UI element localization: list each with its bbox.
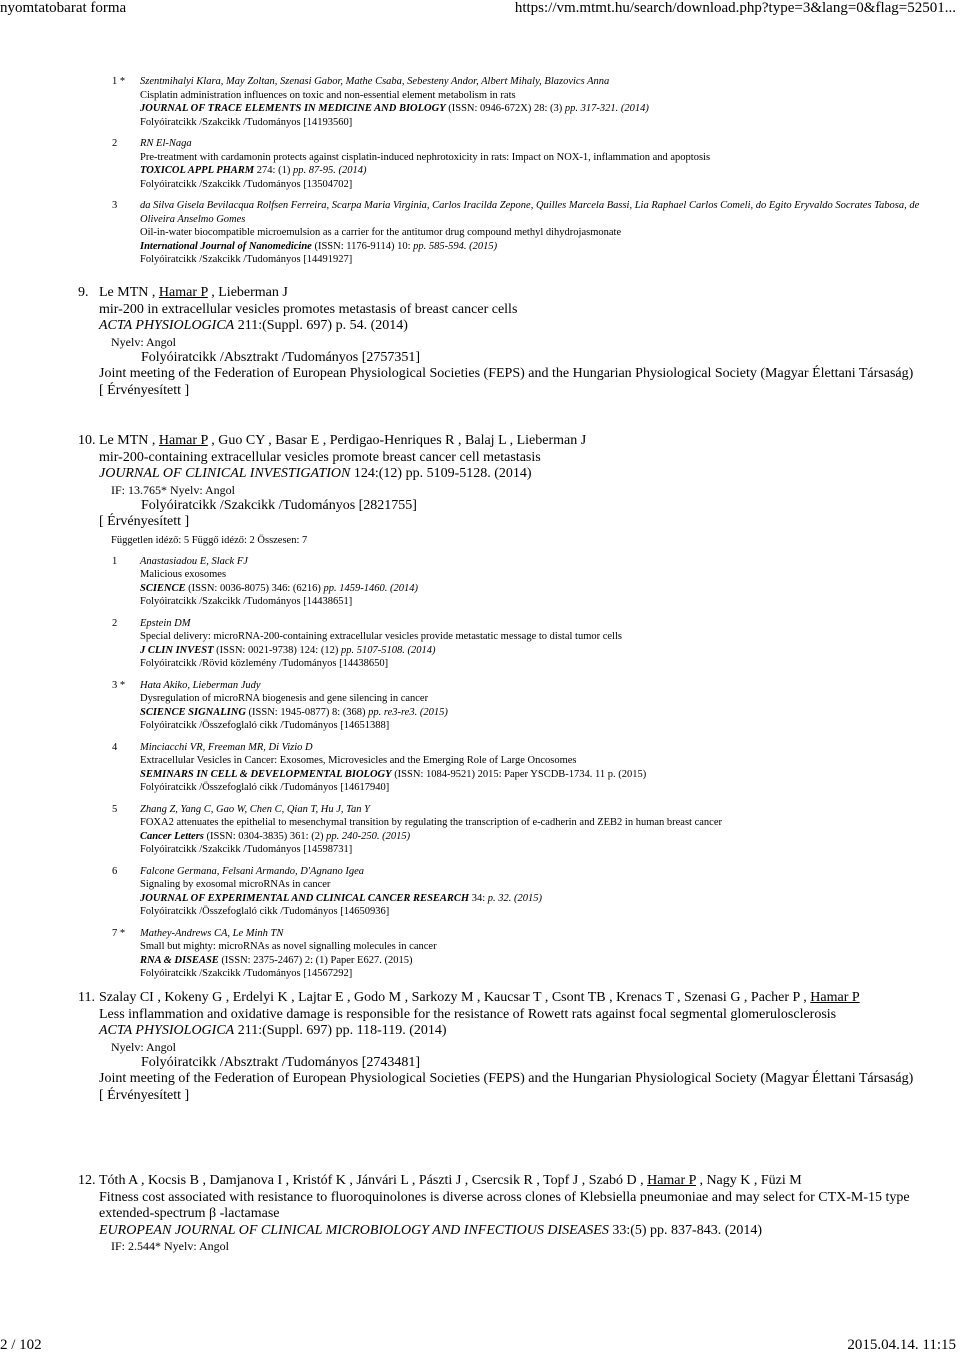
- entry-title: mir-200-containing extracellular vesicles promote breast cancer cell metastasis: [99, 449, 541, 465]
- citation-title: Extracellular Vesicles in Cancer: Exosomes, Microvesicles and the Emerging Role of Large Oncosomes: [140, 755, 577, 766]
- entry-number: 10.: [78, 433, 96, 448]
- citation-authors: Zhang Z, Yang C, Gao W, Chen C, Qian T, Hu J, Tan Y: [140, 803, 370, 815]
- citation-title: Small but mighty: microRNAs as novel signalling molecules in cancer: [140, 941, 437, 952]
- citation-type: Folyóiratcikk /Szakcikk /Tudományos [14491927]: [140, 254, 353, 265]
- validated-badge: [ Érvényesített ]: [99, 1087, 190, 1103]
- citation-pages: pp. re3-re3. (2015): [368, 706, 448, 718]
- entry-authors: [99, 285, 948, 302]
- citation-count: Független idéző: 5 Függő idéző: 2 Összesen: 7: [111, 534, 308, 546]
- citation-pages: p. 32. (2015): [487, 892, 543, 904]
- entry-language: Nyelv: Angol: [111, 1039, 176, 1054]
- citation-number: 1: [112, 555, 118, 567]
- entry-type: Folyóiratcikk /Szakcikk /Tudományos [2821755]: [141, 497, 417, 513]
- authors-after: , Nagy K , Füzi M: [695, 1173, 802, 1188]
- entry-type: Folyóiratcikk /Absztrakt /Tudományos [2757351]: [141, 349, 421, 365]
- citation-type: Folyóiratcikk /Rövid közlemény /Tudományos [14438650]: [140, 658, 389, 669]
- citation-number: 2: [112, 617, 118, 629]
- citation-number: 4: [112, 741, 118, 753]
- citation-details: (ISSN: 2375-2467) 2: (1) Paper E627. (2015): [218, 954, 413, 966]
- citation-item: [112, 927, 948, 981]
- author-link-hamar[interactable]: Hamar P: [647, 1173, 696, 1188]
- citation-authors: Falcone Germana, Felsani Armando, D'Agnano Igea: [140, 865, 364, 877]
- citation-details: 34:: [469, 892, 488, 904]
- citation-number: 3 *: [112, 679, 126, 691]
- citation-authors: Hata Akiko, Lieberman Judy: [140, 679, 261, 691]
- authors-before: Le MTN ,: [99, 285, 159, 300]
- authors-before: Szalay CI , Kokeny G , Erdelyi K , Lajtar E , Godo M , Sarkozy M , Kaucsar T , Csont TB , Krenacs T , Szenasi G , Pacher P ,: [99, 990, 811, 1005]
- authors-after: , Guo CY , Basar E , Perdigao-Henriques R , Balaj L , Lieberman J: [207, 433, 587, 448]
- citation-item: [112, 199, 952, 267]
- page-header: [0, 0, 960, 22]
- citation-type: Folyóiratcikk /Összefoglaló cikk /Tudományos [14651388]: [140, 720, 390, 731]
- citation-item: [112, 803, 948, 857]
- citation-number: 7 *: [112, 927, 126, 939]
- entry-journal: ACTA PHYSIOLOGICA: [99, 318, 235, 333]
- citation-pages: pp. 317-321. (2014): [564, 103, 649, 114]
- entry-language: Nyelv: Angol: [111, 334, 176, 349]
- citation-journal: SCIENCE SIGNALING: [140, 706, 246, 718]
- authors-before: Le MTN ,: [99, 433, 159, 448]
- citation-details: (ISSN: 0946-672X) 28: (3): [445, 103, 565, 114]
- citation-authors: Mathey-Andrews CA, Le Minh TN: [140, 927, 284, 939]
- citation-pages: pp. 1459-1460. (2014): [323, 582, 418, 594]
- entry-conference: Joint meeting of the Federation of European Physiological Societies (FEPS) and the Hungarian Physiological Society (Magyar Élettani Társaság): [99, 1071, 914, 1086]
- entry-title: Fitness cost associated with resistance to fluoroquinolones is diverse across clones of Klebsiella pneumoniae and may select for CTX-M-15 type extended-spectrum β -lactamase: [99, 1189, 910, 1221]
- citation-item: [112, 865, 948, 919]
- citation-journal: SEMINARS IN CELL & DEVELOPMENTAL BIOLOGY: [140, 768, 392, 780]
- citation-details: (ISSN: 0021-9738) 124: (12): [213, 644, 341, 656]
- entry-title: Less inflammation and oxidative damage is responsible for the resistance of Rowett rats against focal segmental glomerulosclerosis: [99, 1006, 837, 1022]
- citation-number: 1 *: [112, 76, 126, 87]
- entry-details: 124:(12) pp. 5109-5128. (2014): [350, 466, 532, 481]
- entry-impact-factor: IF: 2.544* Nyelv: Angol: [111, 1239, 230, 1253]
- header-title: nyomtatobarat forma: [0, 0, 127, 16]
- citation-journal: Cancer Letters: [140, 830, 204, 842]
- citation-type: Folyóiratcikk /Szakcikk /Tudományos [14598731]: [140, 844, 353, 855]
- citation-authors: Szentmihalyi Klara, May Zoltan, Szenasi Gabor, Mathe Csaba, Sebesteny Andor, Albert Mihaly, Blazovics Anna: [140, 76, 610, 87]
- citation-item: [112, 617, 948, 671]
- citation-item: [112, 75, 952, 129]
- entry-journal: EUROPEAN JOURNAL OF CLINICAL MICROBIOLOGY AND INFECTIOUS DISEASES: [99, 1222, 609, 1238]
- entry-conference: Joint meeting of the Federation of European Physiological Societies (FEPS) and the Hungarian Physiological Society (Magyar Élettani Társaság): [99, 366, 914, 381]
- author-link-hamar[interactable]: Hamar P: [158, 433, 208, 448]
- citation-item: [112, 137, 952, 191]
- citation-authors: da Silva Gisela Bevilacqua Rolfsen Ferreira, Scarpa Maria Virginia, Carlos Iracilda Zepone, Quilles Marcela Bassi, Lia Raphael Carlos Comeli, do Egito Eryvaldo Socrates Tabosa, de Oliveira Anselmo Gomes: [140, 200, 920, 225]
- citation-authors: Epstein DM: [140, 617, 191, 629]
- citation-details: (ISSN: 1176-9114) 10:: [311, 240, 414, 252]
- citation-type: Folyóiratcikk /Összefoglaló cikk /Tudományos [14617940]: [140, 782, 390, 793]
- citation-details: (ISSN: 1084-9521) 2015: Paper YSCDB-1734. 11 p. (2015): [391, 768, 647, 780]
- citation-item: [112, 555, 948, 609]
- citation-authors: Anastasiadou E, Slack FJ: [140, 555, 248, 567]
- entry-impact-factor: IF: 13.765* Nyelv: Angol: [111, 482, 236, 497]
- validated-badge: [ Érvényesített ]: [99, 382, 190, 398]
- citation-journal: J CLIN INVEST: [140, 644, 214, 656]
- entry-number: 9.: [78, 285, 89, 300]
- citation-pages: pp. 585-594. (2015): [413, 240, 498, 252]
- citation-journal: JOURNAL OF EXPERIMENTAL AND CLINICAL CANCER RESEARCH: [140, 892, 470, 904]
- citation-journal: SCIENCE: [140, 582, 186, 594]
- citation-details: (ISSN: 0036-8075) 346: (6216): [185, 582, 324, 594]
- citation-title: Signaling by exosomal microRNAs in cancer: [140, 879, 331, 890]
- citation-type: Folyóiratcikk /Szakcikk /Tudományos [14193560]: [140, 116, 353, 128]
- validated-badge: [ Érvényesített ]: [99, 514, 190, 529]
- entry-type: Folyóiratcikk /Absztrakt /Tudományos [2743481]: [141, 1054, 421, 1070]
- citation-title: FOXA2 attenuates the epithelial to mesenchymal transition by regulating the transcription of e-cadherin and ZEB2 in human breast cancer: [140, 817, 722, 828]
- citation-type: Folyóiratcikk /Szakcikk /Tudományos [13504702]: [140, 178, 353, 190]
- citation-authors: RN El-Naga: [140, 138, 192, 149]
- citation-pages: pp. 240-250. (2015): [326, 830, 411, 842]
- citation-title: Oil-in-water biocompatible microemulsion as a carrier for the antitumor drug compound methyl dihydrojasmonate: [140, 227, 622, 238]
- citation-details: (ISSN: 1945-0877) 8: (368): [245, 706, 369, 718]
- page-number: 2 / 102: [0, 1337, 42, 1353]
- entry-details: 211:(Suppl. 697) p. 54. (2014): [234, 318, 408, 333]
- entry-details: 211:(Suppl. 697) pp. 118-119. (2014): [234, 1023, 447, 1038]
- citation-type: Folyóiratcikk /Szakcikk /Tudományos [14438651]: [140, 596, 353, 607]
- citation-title: Dysregulation of microRNA biogenesis and gene silencing in cancer: [140, 693, 429, 704]
- citation-journal: International Journal of Nanomedicine: [140, 240, 312, 252]
- header-url[interactable]: https://vm.mtmt.hu/search/download.php?type=3&lang=0&flag=52501...: [514, 0, 956, 16]
- citation-details: (ISSN: 0304-3835) 361: (2): [203, 830, 327, 842]
- publication-entry-12: [78, 1173, 948, 1254]
- citation-item: [112, 741, 948, 795]
- citation-type: Folyóiratcikk /Szakcikk /Tudományos [14567292]: [140, 968, 353, 979]
- citation-details: 274: (1): [254, 165, 293, 176]
- citation-title: Cisplatin administration influences on toxic and non-essential element metabolism in rats: [140, 89, 516, 101]
- entry-number: 12.: [78, 1173, 96, 1188]
- citation-authors: Minciacchi VR, Freeman MR, Di Vizio D: [140, 741, 313, 753]
- entry-number: 11.: [78, 990, 95, 1005]
- publication-entry-9: [78, 285, 948, 399]
- citation-title: Malicious exosomes: [140, 569, 227, 580]
- entry-authors: [99, 433, 948, 450]
- citation-item: [112, 679, 948, 733]
- citation-number: 6: [112, 865, 118, 877]
- publication-entry-11: [78, 990, 948, 1104]
- citation-title: Pre-treatment with cardamonin protects against cisplatin-induced nephrotoxicity in rats: Impact on NOX-1, inflammation and apoptosis: [140, 151, 711, 163]
- publication-entry-10: [78, 433, 948, 989]
- author-link-hamar[interactable]: Hamar P: [158, 285, 208, 300]
- entry-authors: [99, 1173, 948, 1190]
- citation-list: [112, 555, 948, 981]
- entry-authors: [99, 990, 948, 1007]
- entry-title: mir-200 in extracellular vesicles promotes metastasis of breast cancer cells: [99, 301, 518, 317]
- citation-journal: RNA & DISEASE: [140, 954, 219, 966]
- citation-pages: pp. 87-95. (2014): [292, 165, 367, 176]
- author-link-hamar[interactable]: Hamar P: [810, 990, 860, 1005]
- print-datetime: 2015.04.14. 11:15: [847, 1337, 956, 1353]
- citation-type: Folyóiratcikk /Összefoglaló cikk /Tudományos [14650936]: [140, 906, 390, 917]
- citation-number: 5: [112, 803, 118, 815]
- citation-journal: TOXICOL APPL PHARM: [140, 165, 255, 176]
- entry-journal: JOURNAL OF CLINICAL INVESTIGATION: [99, 466, 351, 481]
- authors-after: , Lieberman J: [207, 285, 288, 300]
- authors-before: Tóth A , Kocsis B , Damjanova I , Kristóf K , Jánvári L , Pászti J , Csercsik R , Topf J , Szabó D ,: [99, 1173, 648, 1188]
- entry-details: 33:(5) pp. 837-843. (2014): [608, 1222, 763, 1238]
- citation-journal: JOURNAL OF TRACE ELEMENTS IN MEDICINE AND BIOLOGY: [140, 103, 446, 114]
- citation-number: 2: [112, 138, 118, 149]
- entry-journal: ACTA PHYSIOLOGICA: [99, 1023, 235, 1038]
- citation-number: 3: [112, 200, 118, 211]
- citation-pages: pp. 5107-5108. (2014): [340, 644, 436, 656]
- citation-title: Special delivery: microRNA-200-containing extracellular vesicles provide metastatic message to distal tumor cells: [140, 631, 622, 642]
- citation-list-top: [112, 75, 952, 275]
